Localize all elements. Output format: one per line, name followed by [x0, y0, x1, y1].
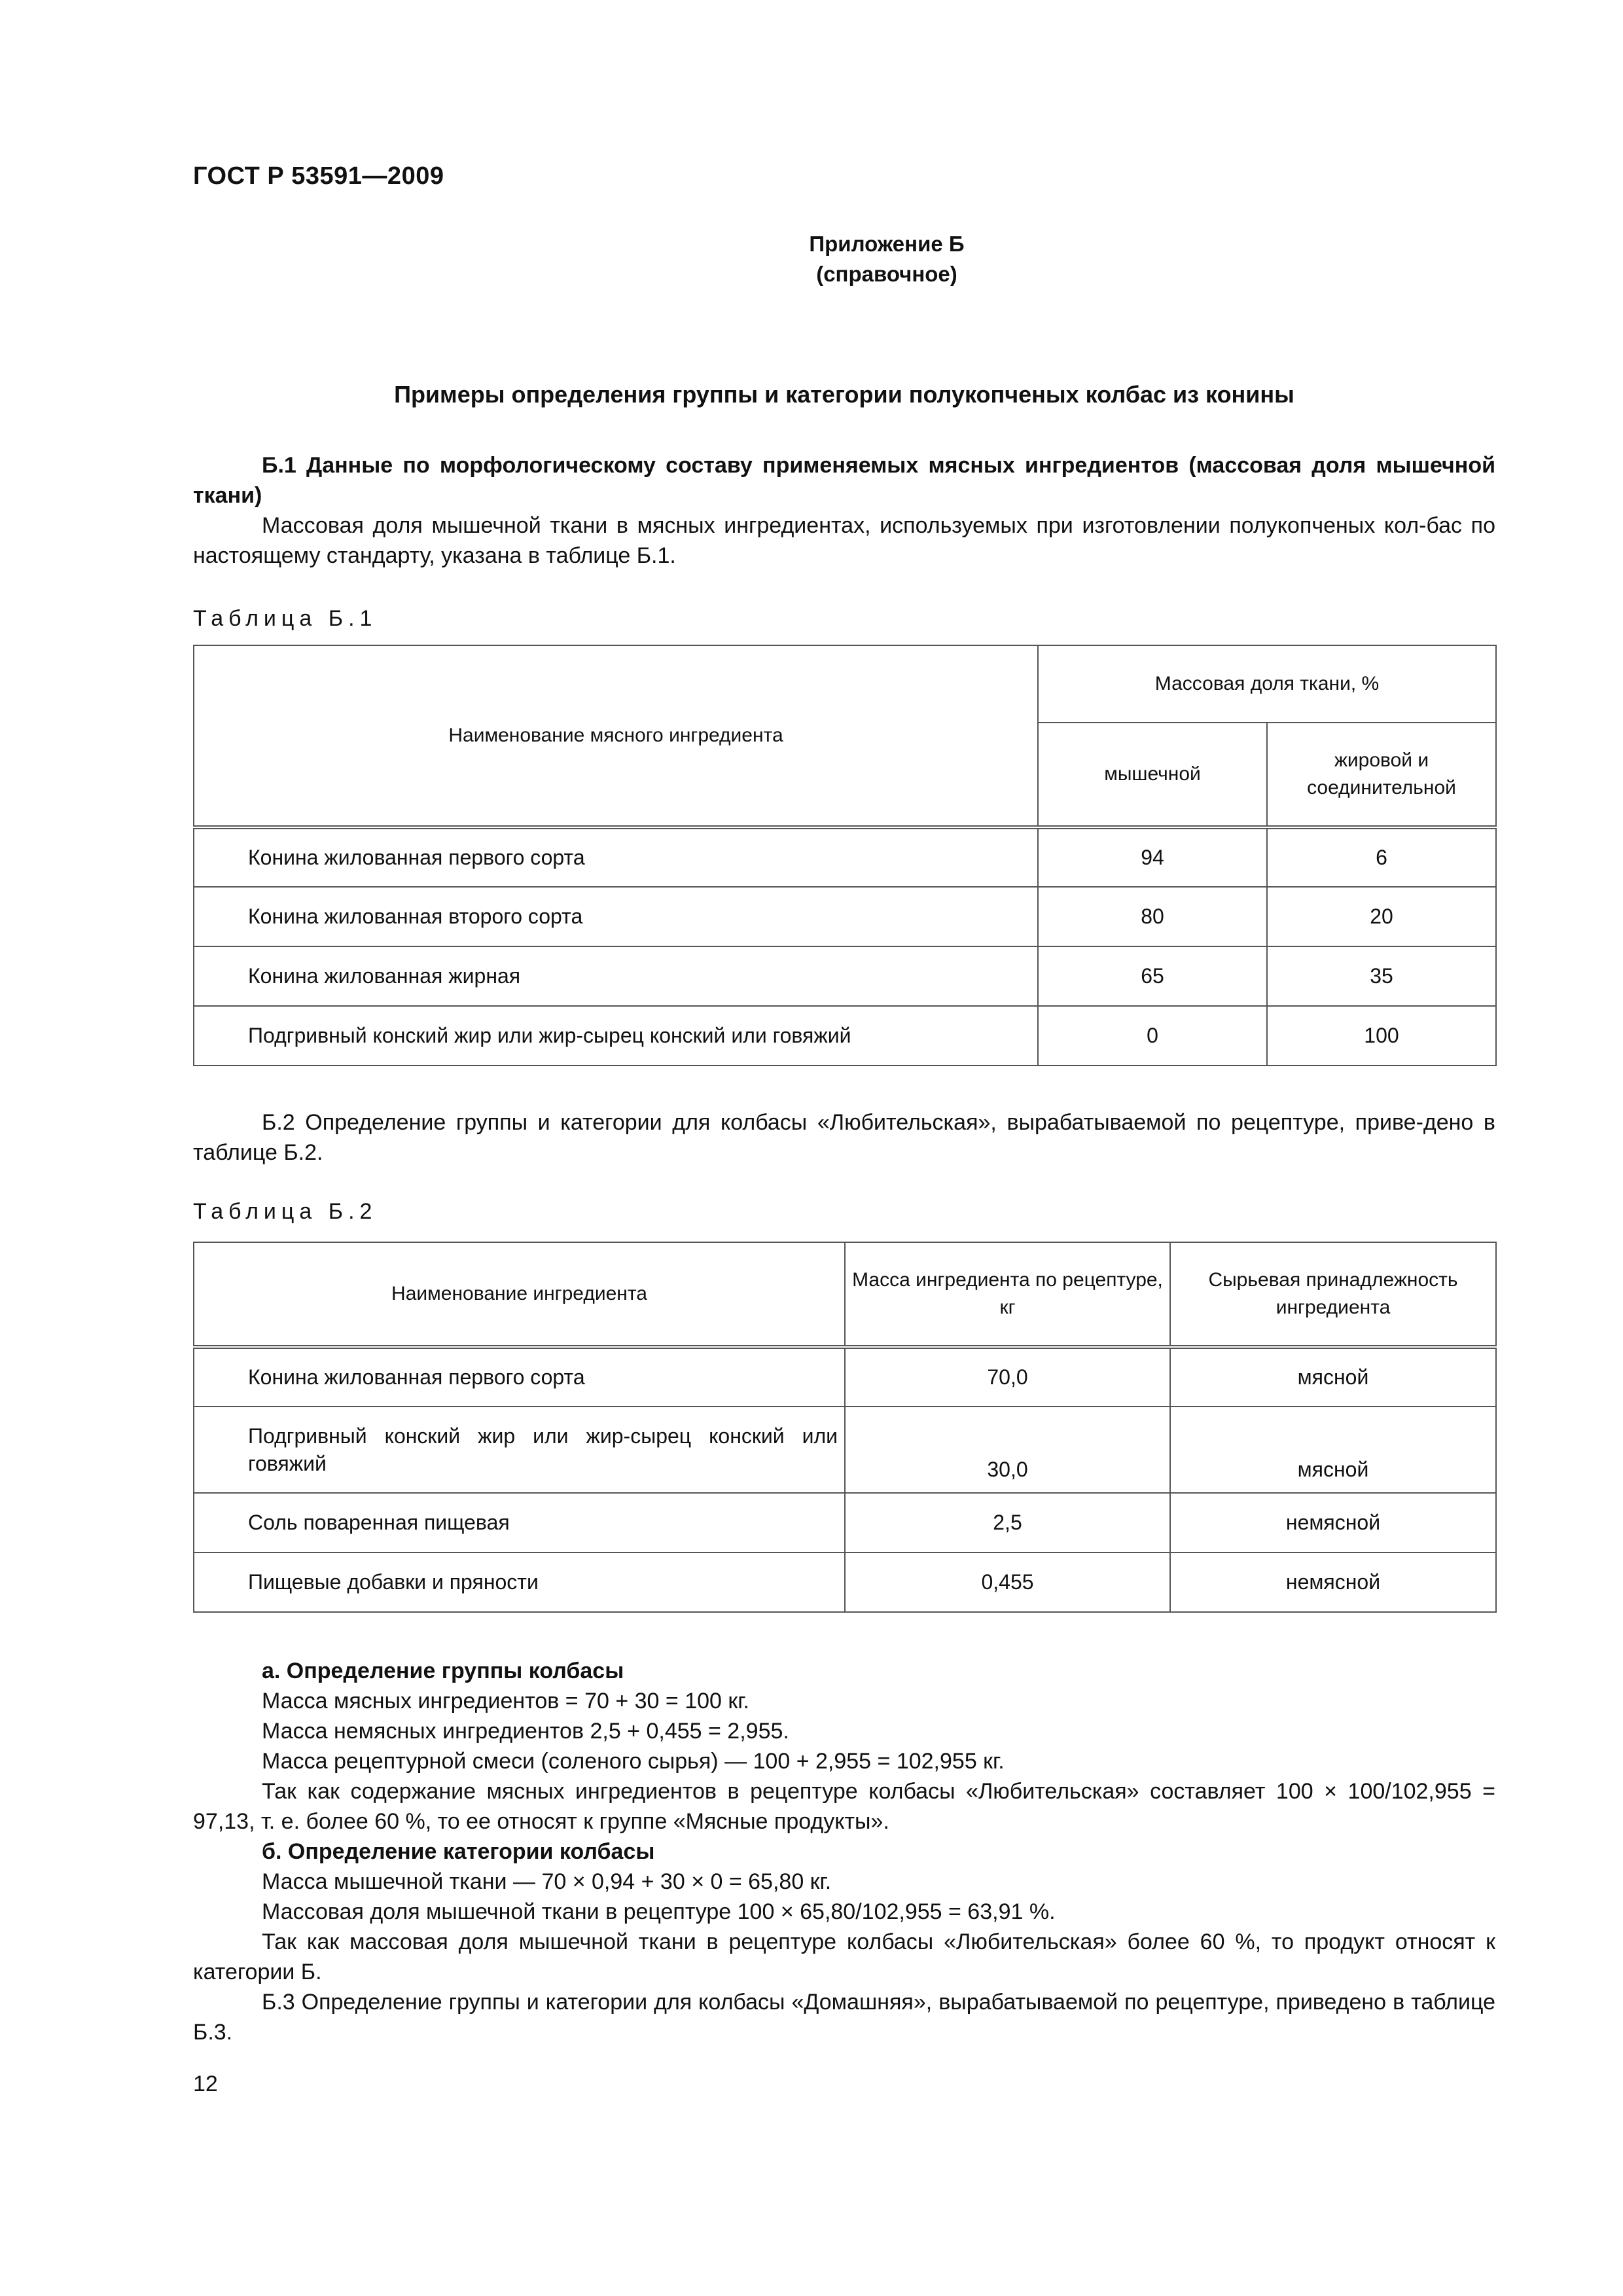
calc-b-line: Так как массовая доля мышечной ткани в рецептуре колбасы «Любительская» более 60 %, то продукт относят к категории Б.: [193, 1929, 1495, 1984]
table-b2-header-mass: Масса ингредиента по рецептуре, кг: [845, 1242, 1170, 1347]
table-b2-cell-mass: 70,0: [845, 1347, 1170, 1407]
appendix-title: Приложение Б: [809, 232, 965, 256]
table-row: [194, 1407, 1496, 1493]
table-row: [194, 1493, 1496, 1552]
calc-a-line: Масса немясных ингредиентов 2,5 + 0,455 = 2,955.: [262, 1719, 789, 1744]
table-b2-caption: Таблица Б.2: [193, 1199, 378, 1224]
table-b2-header-type: Сырьевая принадлежность ингредиента: [1170, 1242, 1496, 1347]
table-b1-cell-fat: 6: [1267, 827, 1496, 887]
section-b3-text: Б.3 Определение группы и категории для колбасы «Домашняя», вырабатываемой по рецептуре, приведено в таблице Б.3.: [193, 1990, 1495, 2045]
table-b1-header-fat: жировой и соединительной: [1267, 723, 1496, 827]
calc-a-line: Так как содержание мясных ингредиентов в рецептуре колбасы «Любительская» составляет 100 × 100/102,955 = 97,13, т. е. более 60 %, то ее относят к группе «Мясные продукты».: [193, 1779, 1495, 1834]
section-b1-heading: Б.1 Данные по морфологическому составу применяемых мясных ингредиентов (массовая доля мышечной ткани): [193, 453, 1495, 508]
table-b1-cell-muscle: 65: [1038, 946, 1267, 1006]
table-b1-cell-name: Подгривный конский жир или жир-сырец конский или говяжий: [194, 1006, 1038, 1066]
section-b1: [193, 450, 1495, 571]
appendix-heading: [193, 229, 1580, 289]
table-row: [194, 946, 1496, 1006]
table-b2-cell-name: Подгривный конский жир или жир-сырец конский или говяжий: [194, 1407, 845, 1493]
table-b2-cell-mass: 0,455: [845, 1552, 1170, 1612]
table-b1-cell-muscle: 80: [1038, 887, 1267, 946]
table-b2-cell-mass: 30,0: [845, 1407, 1170, 1493]
calc-a-line: Масса рецептурной смеси (соленого сырья) — 100 + 2,955 = 102,955 кг.: [262, 1749, 1005, 1774]
table-b1-header-muscle: мышечной: [1038, 723, 1267, 827]
table-b1-cell-muscle: 0: [1038, 1006, 1267, 1066]
table-b1: [193, 645, 1497, 1066]
table-b2-cell-type: мясной: [1170, 1407, 1496, 1493]
table-b2-cell-name: Пищевые добавки и пряности: [194, 1552, 845, 1612]
calc-b-heading: б. Определение категории колбасы: [262, 1839, 655, 1864]
main-title: Примеры определения группы и категории полукопченых колбас из конины: [394, 381, 1294, 408]
table-b2-cell-type: мясной: [1170, 1347, 1496, 1407]
table-b1-cell-muscle: 94: [1038, 827, 1267, 887]
table-row: [194, 1006, 1496, 1066]
document-code: ГОСТ Р 53591—2009: [193, 162, 444, 190]
table-row: [194, 887, 1496, 946]
table-b1-cell-name: Конина жилованная жирная: [194, 946, 1038, 1006]
table-b2-cell-type: немясной: [1170, 1552, 1496, 1612]
table-b1-cell-fat: 35: [1267, 946, 1496, 1006]
table-b1-cell-fat: 20: [1267, 887, 1496, 946]
appendix-subtitle: (справочное): [816, 262, 957, 286]
calculation-section: [193, 1656, 1495, 2047]
table-b1-cell-name: Конина жилованная второго сорта: [194, 887, 1038, 946]
table-b2-cell-type: немясной: [1170, 1493, 1496, 1552]
table-b2-cell-mass: 2,5: [845, 1493, 1170, 1552]
calc-b-line: Массовая доля мышечной ткани в рецептуре 100 × 65,80/102,955 = 63,91 %.: [262, 1899, 1056, 1924]
table-b2-cell-name: Конина жилованная первого сорта: [194, 1347, 845, 1407]
page-number: 12: [193, 2072, 218, 2096]
table-row: [194, 1552, 1496, 1612]
calc-a-heading: а. Определение группы колбасы: [262, 1659, 624, 1683]
calc-b-line: Масса мышечной ткани — 70 × 0,94 + 30 × 0 = 65,80 кг.: [262, 1869, 832, 1894]
table-b1-header-name: Наименование мясного ингредиента: [194, 645, 1038, 827]
table-b1-caption: Таблица Б.1: [193, 606, 378, 631]
table-row: [194, 827, 1496, 887]
table-row: [194, 1347, 1496, 1407]
section-b1-text: Массовая доля мышечной ткани в мясных ингредиентах, используемых при изготовлении полукопченых кол-бас по настоящему стандарту, указана в таблице Б.1.: [193, 513, 1495, 568]
section-b2-text: Б.2 Определение группы и категории для колбасы «Любительская», вырабатываемой по рецептуре, приве-дено в таблице Б.2.: [193, 1110, 1495, 1165]
table-b2-cell-name: Соль поваренная пищевая: [194, 1493, 845, 1552]
table-b2-header-name: Наименование ингредиента: [194, 1242, 845, 1347]
calc-a-line: Масса мясных ингредиентов = 70 + 30 = 100 кг.: [262, 1689, 749, 1713]
table-b1-cell-name: Конина жилованная первого сорта: [194, 827, 1038, 887]
table-b1-header-group: Массовая доля ткани, %: [1038, 645, 1496, 723]
table-b1-cell-fat: 100: [1267, 1006, 1496, 1066]
table-b2: [193, 1242, 1497, 1613]
